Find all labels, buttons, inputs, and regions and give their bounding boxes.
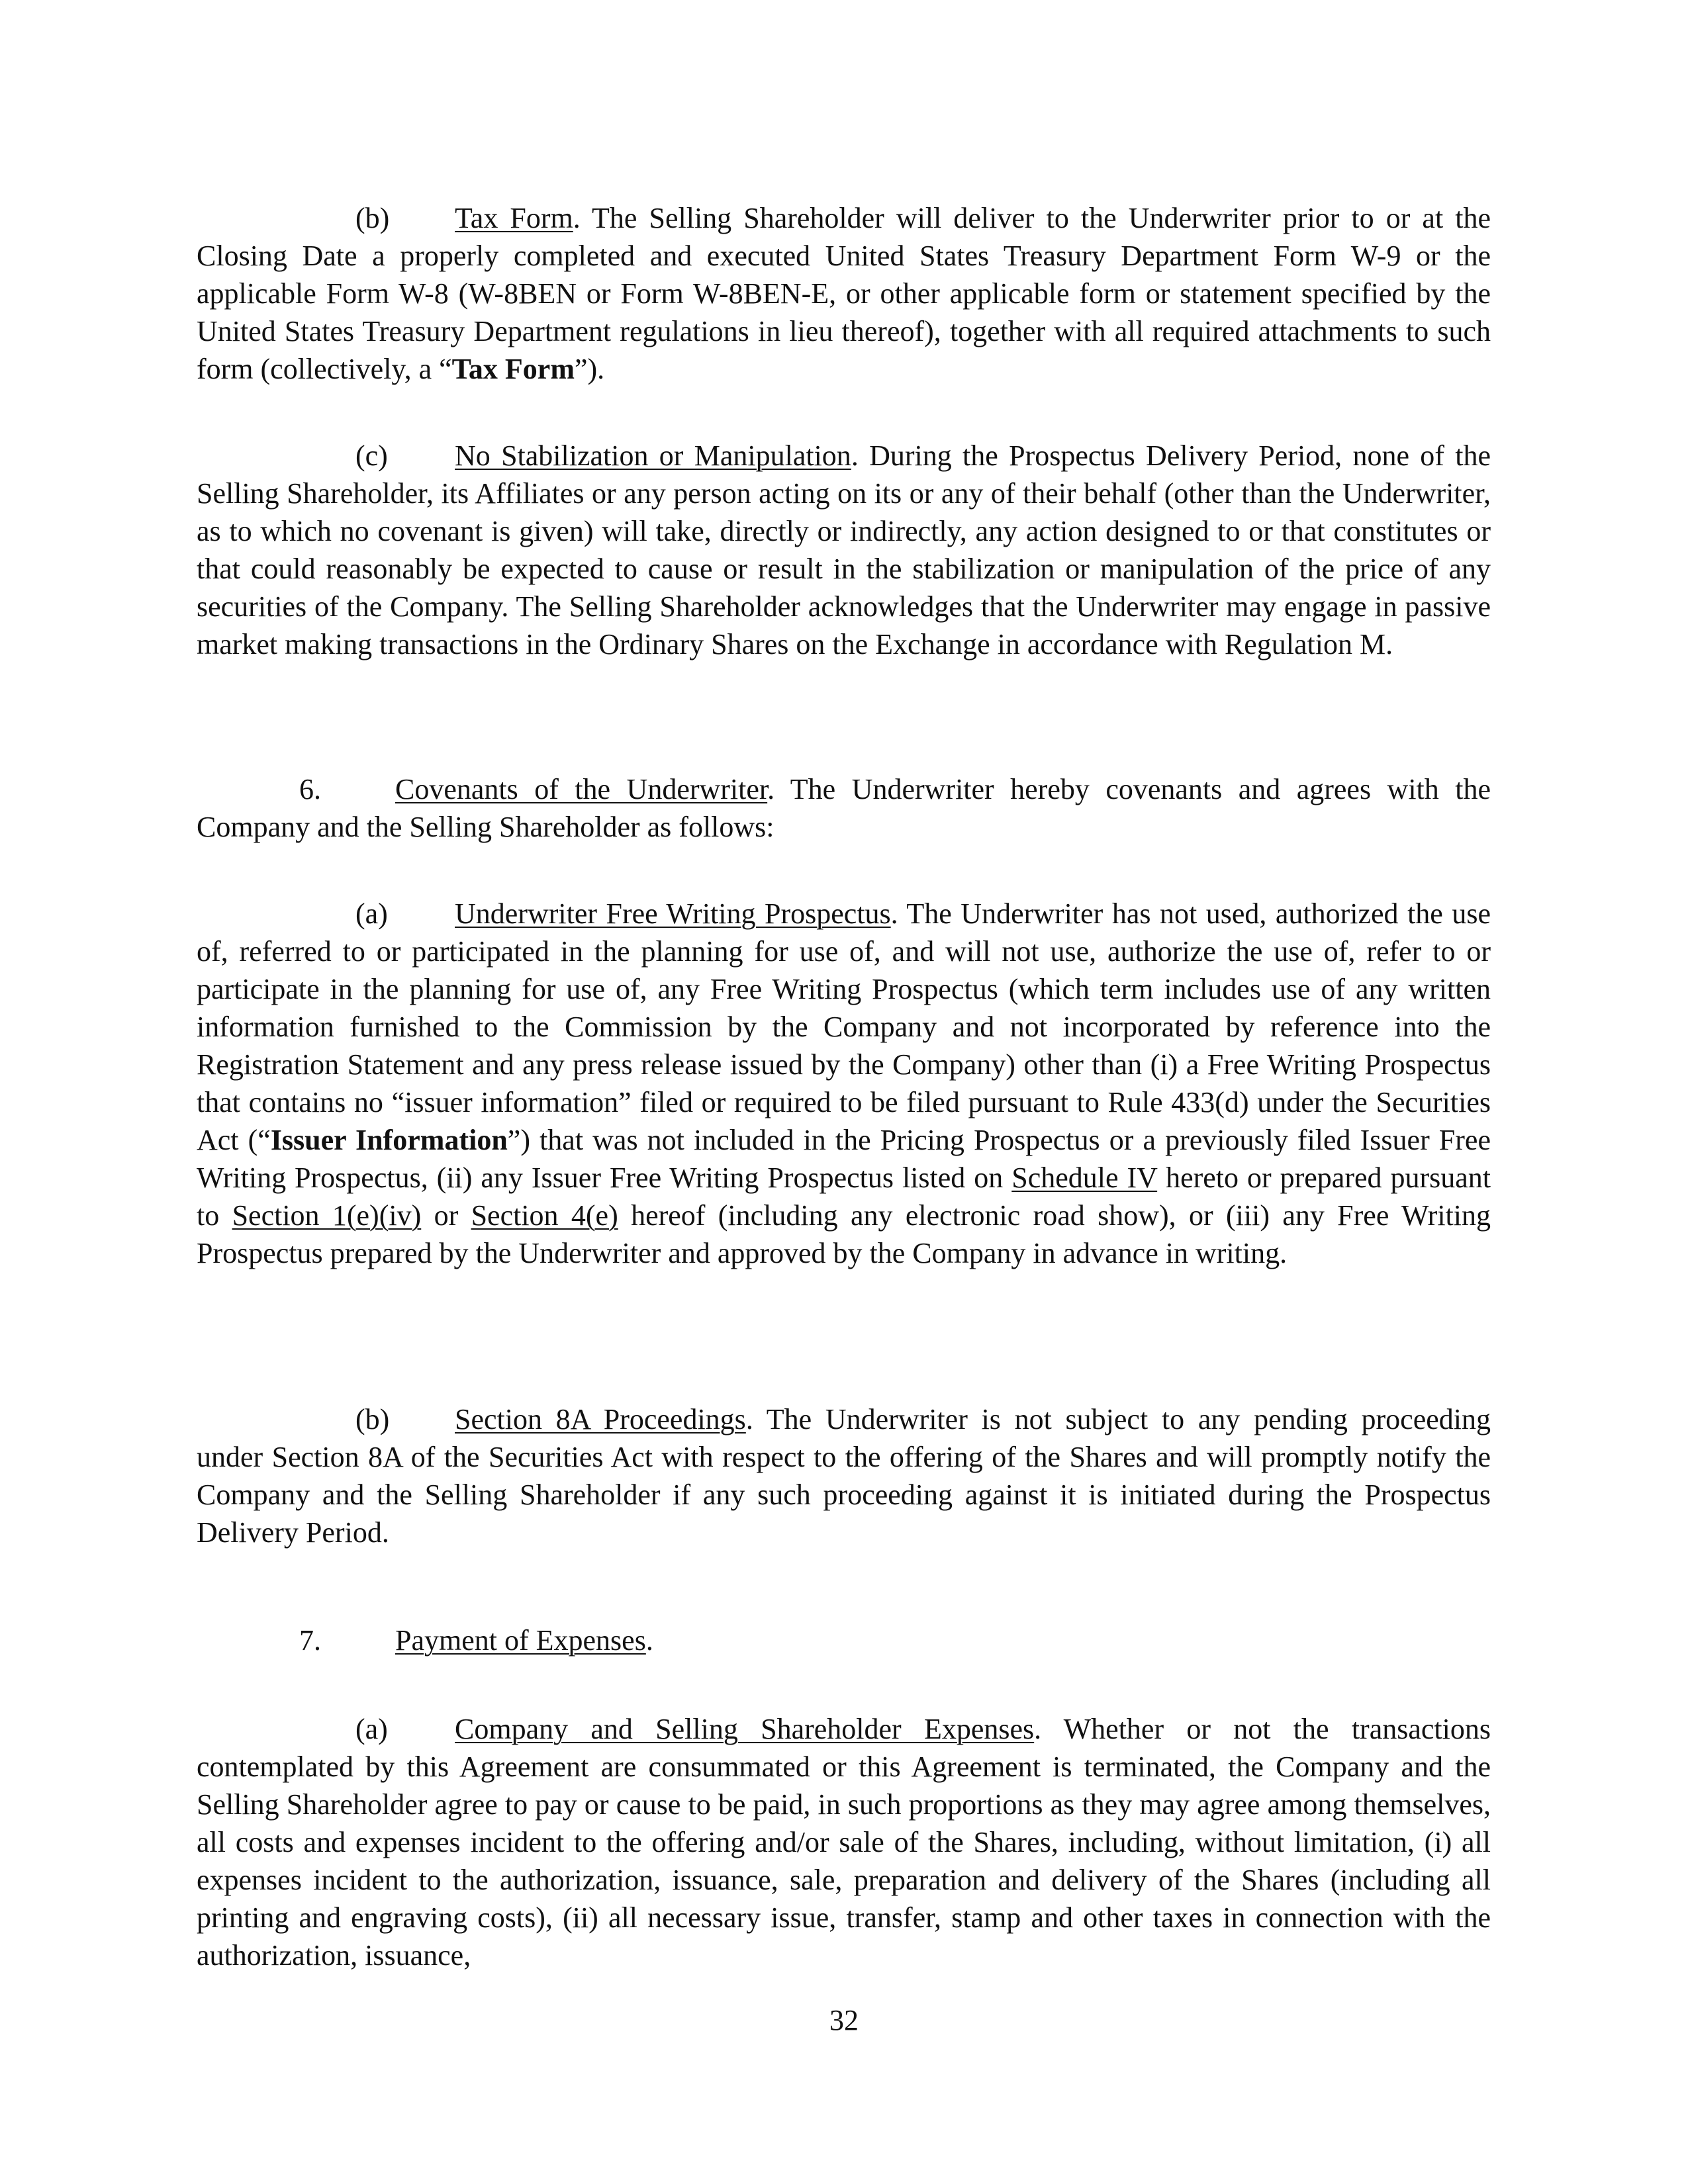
paragraph-7a-company-expenses	[197, 1710, 1491, 1974]
paragraph-text: . The Selling Shareholder will deliver to the Underwriter prior to or at the Closing Date a properly completed and executed United States Treasury Department Form W-9 or the applicable Form W-8 (W-8BEN or Form W-8BEN-E, or other applicable form or statement specified by the United States Treasury Department regulations in lieu thereof), together with all required attachments to such form (collectively, a “	[197, 202, 1491, 385]
section-heading: Covenants of the Underwriter	[395, 773, 768, 805]
paragraph-heading: No Stabilization or Manipulation	[455, 439, 851, 472]
section-heading: Payment of Expenses	[395, 1624, 646, 1657]
paragraph-text: ”).	[575, 353, 605, 385]
paragraph-5c-no-stabilization	[197, 437, 1491, 663]
paragraph-text: . During the Prospectus Delivery Period, none of the Selling Shareholder, its Affiliates or any person acting on its or any of their behalf (other than the Underwriter, as to which no covenant is given) will take, directly or indirectly, any action designed to or that constitutes or that could reasonably be expected to cause or result in the stabilization or manipulation of the price of any securities of the Company. The Selling Shareholder acknowledges that the Underwriter may engage in passive market making transactions in the Ordinary Shares on the Exchange in accordance with Regulation M.	[197, 439, 1491, 660]
page-number: 32	[829, 2004, 859, 2036]
paragraph-number: (b)	[355, 1403, 390, 1435]
section-7-payment-of-expenses	[197, 1621, 1491, 1659]
paragraph-6a-underwriter-fwp	[197, 895, 1491, 1272]
cross-reference-section-1eiv: Section 1(e)(iv)	[232, 1199, 422, 1232]
cross-reference-section-4e: Section 4(e)	[471, 1199, 618, 1232]
paragraph-text: . Whether or not the transactions contemplated by this Agreement are consummated or this Agreement is terminated, the Company and the Selling Shareholder agree to pay or cause to be paid, in such proportions as they may agree among themselves, all costs and expenses incident to the offering and/or sale of the Shares, including, without limitation, (i) all expenses incident to the authorization, issuance, sale, preparation and delivery of the Shares (including all printing and engraving costs), (ii) all necessary issue, transfer, stamp and other taxes in connection with the authorization, issuance,	[197, 1713, 1491, 1972]
section-6-covenants-of-underwriter	[197, 770, 1491, 846]
paragraph-text: or	[421, 1199, 471, 1232]
paragraph-text: . The Underwriter has not used, authorized the use of, referred to or participated in the planning for use of, and will not use, authorize the use of, refer to or participate in the planning for use of, any Free Writing Prospectus (which term includes use of any written information furnished to the Commission by the Company and not incorporated by reference into the Registration Statement and any press release issued by the Company) other than (i) a Free Writing Prospectus that contains no “issuer information” filed or required to be filed pursuant to Rule 433(d) under the Securities Act (“	[197, 897, 1491, 1156]
paragraph-text: hereof (including any electronic road show), or (iii) any Free Writing Prospectus prepared by the Underwriter and approved by the Company in advance in writing.	[197, 1199, 1491, 1269]
paragraph-5b-tax-form	[197, 199, 1491, 388]
cross-reference-schedule-iv: Schedule IV	[1011, 1161, 1158, 1194]
paragraph-number: (b)	[355, 202, 390, 234]
paragraph-heading: Company and Selling Shareholder Expenses	[455, 1713, 1035, 1745]
paragraph-heading: Underwriter Free Writing Prospectus	[455, 897, 891, 930]
paragraph-number: (a)	[355, 897, 388, 930]
paragraph-text: .	[645, 1624, 653, 1657]
paragraph-text: . The Underwriter hereby covenants and agrees with the Company and the Selling Shareholder as follows:	[197, 773, 1491, 843]
paragraph-text: . The Underwriter is not subject to any pending proceeding under Section 8A of the Securities Act with respect to the offering of the Shares and will promptly notify the Company and the Selling Shareholder if any such proceeding against it is initiated during the Prospectus Delivery Period.	[197, 1403, 1491, 1549]
paragraph-6b-section-8a	[197, 1400, 1491, 1551]
paragraph-heading: Tax Form	[455, 202, 573, 234]
paragraph-text: ”) that was not included in the Pricing Prospectus or a previously filed Issuer Free Writing Prospectus, (ii) any Issuer Free Writing Prospectus listed on	[197, 1124, 1491, 1194]
section-number: 6.	[299, 773, 321, 805]
paragraph-number: (a)	[355, 1713, 388, 1745]
section-number: 7.	[299, 1624, 321, 1657]
paragraph-text: hereto or prepared pursuant to	[197, 1161, 1491, 1232]
defined-term: Issuer Information	[270, 1124, 508, 1156]
paragraph-number: (c)	[355, 439, 388, 472]
defined-term: Tax Form	[451, 353, 575, 385]
paragraph-heading: Section 8A Proceedings	[455, 1403, 746, 1435]
